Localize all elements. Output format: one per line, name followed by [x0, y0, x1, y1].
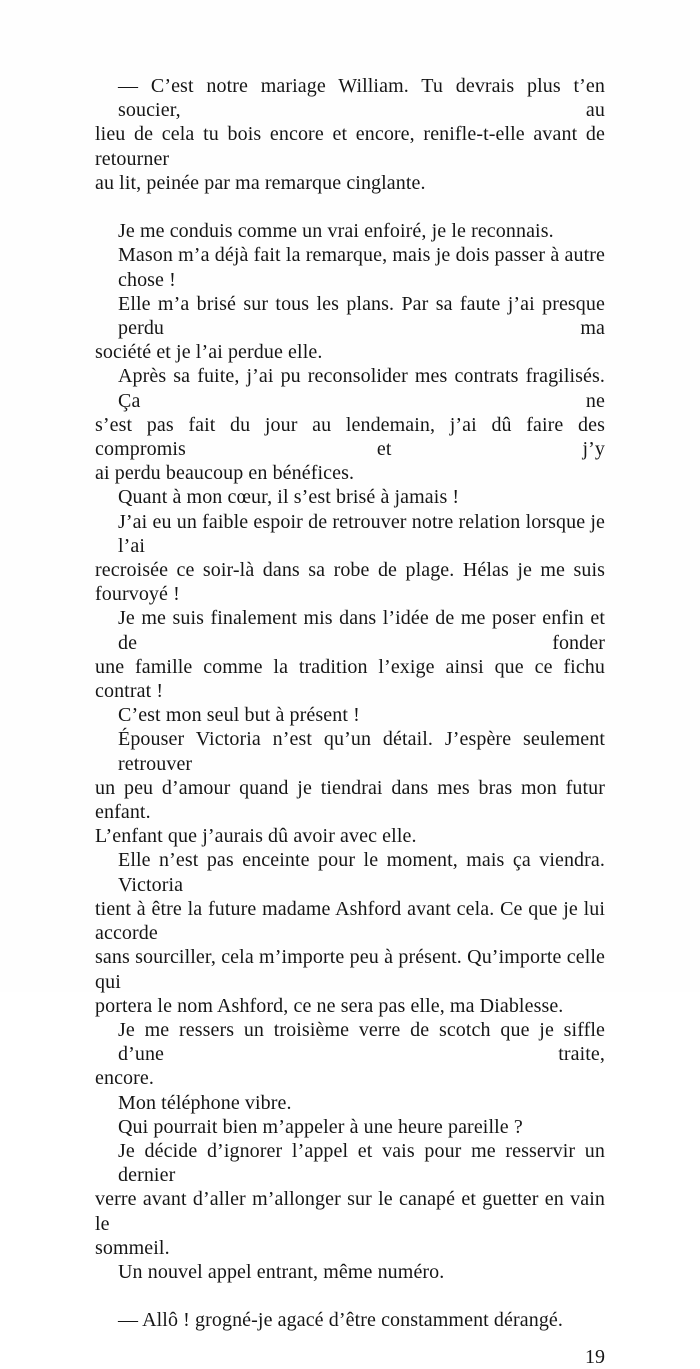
- text-line: Je décide d’ignorer l’appel et vais pour me resservir un dernier: [118, 1139, 605, 1187]
- text-line: portera le nom Ashford, ce ne sera pas elle, ma Diablesse.: [95, 994, 564, 1017]
- text-line: société et je l’ai perdue elle.: [95, 341, 323, 364]
- text-line: Je me ressers un troisième verre de scotch que je siffle d’une traite,: [118, 1018, 605, 1066]
- text-line: Mon téléphone vibre.: [118, 1091, 292, 1114]
- text-line: ai perdu beaucoup en bénéfices.: [95, 462, 355, 485]
- text-line: tient à être la future madame Ashford avant cela. Ce que je lui accorde: [95, 897, 605, 945]
- text-line: un peu d’amour quand je tiendrai dans mes bras mon futur enfant.: [95, 776, 605, 824]
- text-line: Elle n’est pas enceinte pour le moment, mais ça viendra. Victoria: [118, 849, 605, 896]
- dialogue-line: au lit, peinée par ma remarque cinglante.: [95, 171, 426, 194]
- text-line: Un nouvel appel entrant, même numéro.: [118, 1260, 445, 1283]
- text-line: C’est mon seul but à présent !: [118, 704, 360, 727]
- text-line: Épouser Victoria n’est qu’un détail. J’espère seulement retrouver: [118, 728, 605, 775]
- text-line: Je me suis finalement mis dans l’idée de me poser enfin et de fonder: [118, 607, 605, 654]
- text-line: Mason m’a déjà fait la remarque, mais je dois passer à autre chose !: [118, 244, 605, 291]
- text-line: sans sourciller, cela m’importe peu à présent. Qu’importe celle qui: [95, 946, 605, 993]
- text-line: L’enfant que j’aurais dû avoir avec elle.: [95, 825, 417, 848]
- paragraph-spacer: [95, 1284, 605, 1308]
- paragraph-spacer: [95, 195, 605, 219]
- text-line: encore.: [95, 1067, 154, 1090]
- text-line: Après sa fuite, j’ai pu reconsolider mes contrats fragilisés. Ça ne: [118, 365, 605, 412]
- page-text: [95, 74, 605, 1333]
- text-line: une famille comme la tradition l’exige ainsi que ce fichu contrat !: [95, 655, 605, 703]
- text-line: Elle m’a brisé sur tous les plans. Par sa faute j’ai presque perdu ma: [118, 292, 605, 340]
- dialogue-line: lieu de cela tu bois encore et encore, renifle-t-elle avant de retourner: [95, 123, 605, 170]
- text-line: J’ai eu un faible espoir de retrouver notre relation lorsque je l’ai: [118, 510, 605, 557]
- dialogue-line: — Allô ! grogné-je agacé d’être constamment dérangé.: [118, 1309, 564, 1332]
- text-line: sommeil.: [95, 1236, 170, 1259]
- text-line: s’est pas fait du jour au lendemain, j’ai dû faire des compromis et j’y: [95, 413, 605, 461]
- dialogue-line: — C’est notre mariage William. Tu devrais plus t’en soucier, au: [118, 75, 605, 122]
- text-line: Quant à mon cœur, il s’est brisé à jamais !: [118, 486, 460, 509]
- text-line: Je me conduis comme un vrai enfoiré, je le reconnais.: [118, 220, 554, 243]
- text-line: recroisée ce soir-là dans sa robe de plage. Hélas je me suis fourvoyé !: [95, 559, 605, 606]
- text-line: Qui pourrait bien m’appeler à une heure pareille ?: [118, 1115, 523, 1138]
- text-line: verre avant d’aller m’allonger sur le canapé et guetter en vain le: [95, 1188, 605, 1235]
- page-number: 19: [585, 1345, 605, 1368]
